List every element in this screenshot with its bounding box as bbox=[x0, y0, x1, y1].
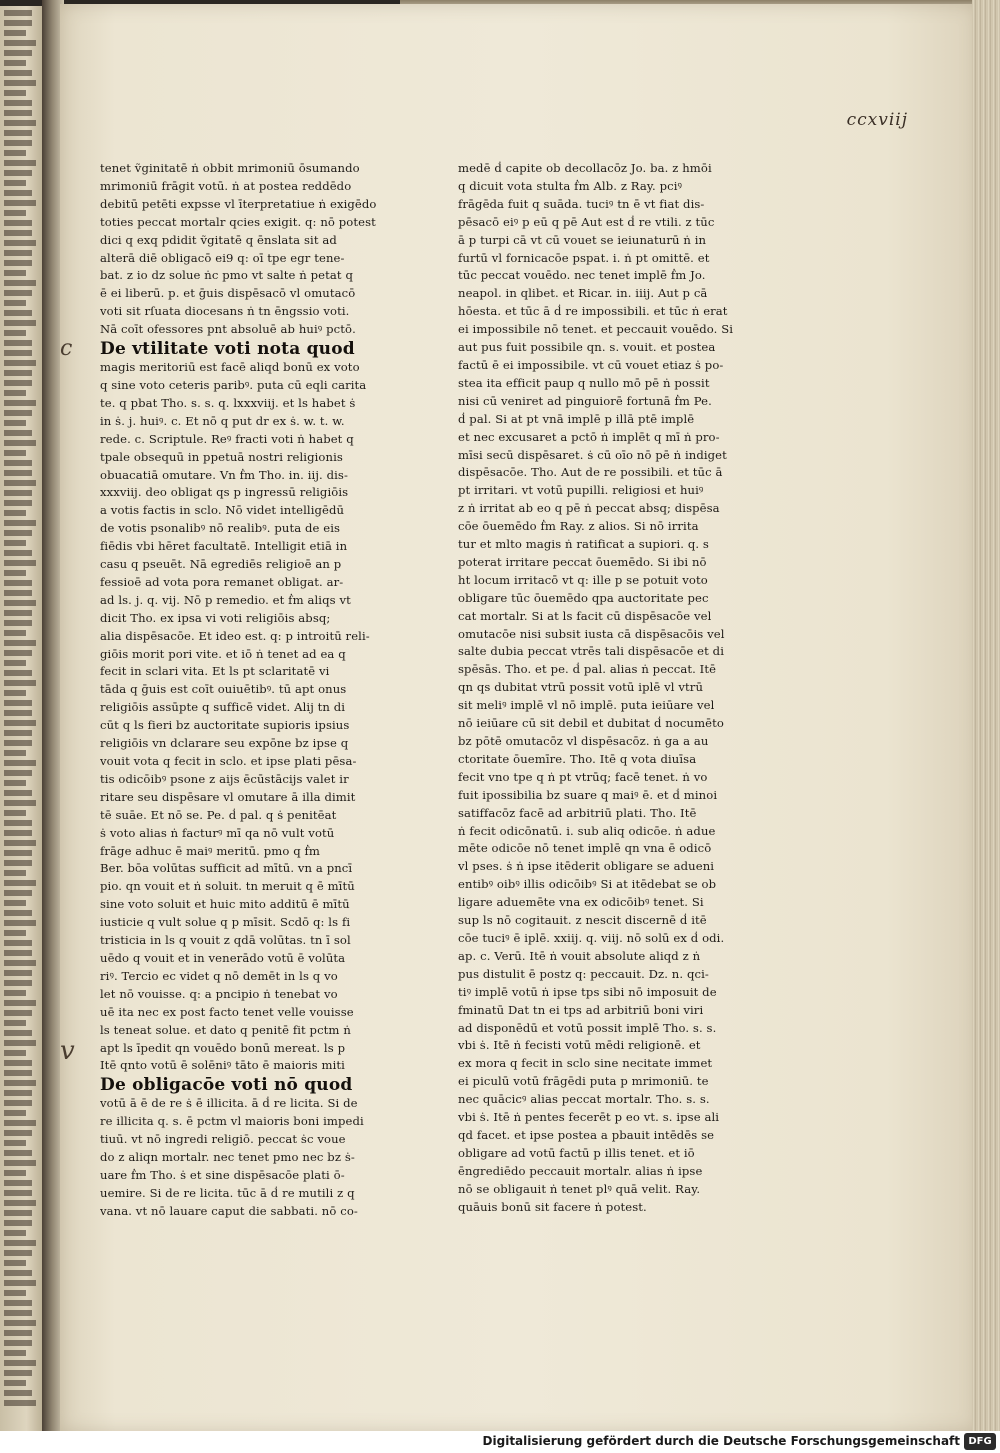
facing-page-text-fragment bbox=[4, 580, 32, 586]
facing-page-text-fragment bbox=[4, 130, 32, 136]
text-line: religiōis assūpte q sufficē videt. Alij tn di bbox=[100, 700, 346, 715]
facing-page-text-fragment bbox=[4, 840, 36, 846]
text-line: Itē qnto votū ē solēniꝰ tāto ē maioris miti bbox=[100, 1058, 345, 1073]
facing-page-text-fragment bbox=[4, 430, 32, 436]
text-line: q sine voto ceteris paribꝰ. puta cū eqli carita bbox=[100, 377, 367, 392]
facing-page-text-fragment bbox=[4, 520, 36, 526]
text-line: ls teneat solue. et dato q penitē fit pctm ṅ bbox=[100, 1022, 351, 1037]
text-line: tē suāe. Et nō se. Pe. ḋ pal. q ṡ penitēat bbox=[100, 807, 337, 822]
facing-page-text-fragment bbox=[4, 370, 32, 376]
facing-page-text-fragment bbox=[4, 720, 36, 726]
text-line: nō se obligauit ṅ tenet plꝰ quā velit. Ray. bbox=[458, 1181, 701, 1196]
facing-page-text-fragment bbox=[4, 660, 26, 666]
facing-page-text-fragment bbox=[4, 770, 32, 776]
text-line: nisi cū veniret ad pinguiorē fortunā ḟm Pe. bbox=[458, 393, 712, 408]
facing-page-text-fragment bbox=[4, 880, 36, 886]
text-line: ex mora q fecit in sclo sine necitate immet bbox=[458, 1056, 713, 1071]
text-line: te. q pbat Tho. s. s. q. lxxxviij. et ls habet ṡ bbox=[100, 395, 356, 410]
text-line: alia dispēsacōe. Et ideo est. q: p introitū reli- bbox=[100, 628, 370, 643]
facing-page-text-fragment bbox=[4, 740, 32, 746]
facing-page-text-fragment bbox=[4, 820, 32, 826]
text-line: dici q exq pdidit ṽgitatē q ēnslata sit ad bbox=[100, 232, 337, 247]
facing-page-text-fragment bbox=[4, 1170, 26, 1176]
text-line: do z aliqn mortalr. nec tenet pmo nec bz ṡ- bbox=[100, 1150, 355, 1165]
text-line: medē ḋ capite ob decollacōz Jo. ba. z hmōi bbox=[458, 161, 712, 175]
text-line: tur et mlto magis ṅ ratificat a supiori. q. s bbox=[458, 537, 709, 552]
text-line: pēsacō eiꝰ p eū q pē Aut est ḋ re vtili. z tūc bbox=[458, 214, 715, 229]
facing-page-text-fragment bbox=[4, 510, 26, 516]
facing-page-text-fragment bbox=[4, 690, 26, 696]
facing-page-text-fragment bbox=[4, 70, 32, 76]
facing-page-text-fragment bbox=[4, 280, 36, 286]
facing-page-text-fragment bbox=[4, 1310, 32, 1316]
text-line: ēngrediēdo peccauit mortalr. alias ṅ ipse bbox=[458, 1163, 703, 1178]
facing-page-text-fragment bbox=[4, 40, 36, 46]
text-line: satiffacōz facē ad arbitriū plati. Tho. Itē bbox=[458, 805, 697, 820]
facing-page-text-fragment bbox=[4, 300, 26, 306]
text-line: fminatū Dat tn ei tps ad arbitriū boni viri bbox=[458, 1002, 704, 1017]
facing-page-text-fragment bbox=[4, 230, 32, 236]
facing-page-text-fragment bbox=[4, 1040, 36, 1046]
text-line: frāge adhuc ē maiꝰ meritū. pmo q ḟm bbox=[100, 843, 321, 858]
facing-page-text-fragment bbox=[4, 1370, 32, 1376]
text-line: sit meliꝰ implē vl nō implē. puta ieiūare vel bbox=[458, 698, 715, 713]
facing-page-text-fragment bbox=[4, 410, 32, 416]
facing-page-text-fragment bbox=[4, 800, 36, 806]
facing-page-text-fragment bbox=[4, 180, 26, 186]
facing-page-text-fragment bbox=[4, 950, 32, 956]
text-line: q dicuit vota stulta ḟm Alb. z Ray. pciꝰ bbox=[458, 178, 683, 193]
facing-page-text-fragment bbox=[4, 310, 32, 316]
facing-page-text-fragment bbox=[4, 540, 26, 546]
text-line: votū ā ē de re ṡ ē illicita. ā ḋ re licita. Si de bbox=[100, 1096, 358, 1111]
text-line: vouit vota q fecit in sclo. et ipse plati pēsa- bbox=[100, 754, 357, 768]
text-line: fuit ipossibilia bz suare q maiꝰ ē. et ḋ minoi bbox=[458, 787, 718, 802]
facing-page-text-fragment bbox=[4, 420, 26, 426]
facing-page-text-fragment bbox=[4, 920, 36, 926]
text-line: vbi ṡ. Itē ṅ fecisti votū mēdi religionē. et bbox=[458, 1038, 701, 1053]
text-line: mīsi secū dispēsaret. ṡ cū oīo nō pē ṅ indiget bbox=[458, 447, 727, 462]
margin-note-mark: v bbox=[60, 1036, 75, 1066]
text-line: tristicia in ls q vouit z qdā volūtas. tn ī sol bbox=[100, 933, 351, 948]
facing-page-text-fragment bbox=[4, 1250, 32, 1256]
text-line: a votis factis in sclo. Nō videt intelligēdū bbox=[100, 503, 345, 518]
facing-page-text-fragment bbox=[4, 940, 32, 946]
text-line: vbi ṡ. Itē ṅ pentes fecerēt p eo vt. s. ipse ali bbox=[458, 1110, 720, 1125]
text-line: tiuū. vt nō ingredi religiō. peccat ṡc voue bbox=[100, 1132, 346, 1147]
text-line: fecit vno tpe q ṅ pt vtrūq; facē tenet. ṅ vo bbox=[458, 769, 708, 784]
facing-page-text-fragment bbox=[4, 350, 32, 356]
facing-page-text-fragment bbox=[4, 1200, 36, 1206]
text-line: tpale obsequū in ppetuā nostri religionis bbox=[100, 449, 343, 464]
facing-page-text-fragment bbox=[4, 1020, 26, 1026]
facing-page-text-fragment bbox=[4, 1140, 26, 1146]
facing-page-text-fragment bbox=[4, 1090, 32, 1096]
facing-page-text-fragment bbox=[4, 1160, 36, 1166]
text-line: cat mortalr. Si at ls facit cū dispēsacōe vel bbox=[458, 608, 712, 623]
text-line: obligare tūc ōuemēdo qpa auctoritate pec bbox=[458, 590, 709, 605]
text-column-left bbox=[100, 160, 400, 1221]
text-line: qn qs dubitat vtrū possit votū iplē vl vtrū bbox=[458, 680, 704, 695]
text-line: dicit Tho. ex ipsa vi voti religiōis absq; bbox=[100, 610, 331, 625]
facing-page-text-fragment bbox=[4, 1030, 32, 1036]
facing-page-text-fragment bbox=[4, 1400, 36, 1406]
text-line: entibꝰ oibꝰ illis odicōibꝰ Si at itēdebat se ob bbox=[458, 877, 717, 892]
facing-page-text-fragment bbox=[4, 850, 32, 856]
facing-page-text-fragment bbox=[4, 730, 32, 736]
text-line: dispēsacōe. Tho. Aut de re possibili. et tūc ā bbox=[458, 465, 723, 480]
folio-number: ccxviij bbox=[846, 110, 908, 130]
page-stack-edge bbox=[972, 0, 1000, 1440]
facing-page-text-fragment bbox=[4, 670, 32, 676]
facing-page-text-fragment bbox=[4, 750, 26, 756]
text-line: obligare ad votū factū p illis tenet. et iō bbox=[458, 1145, 695, 1160]
text-line: sup ls nō cogitauit. z nescit discernē ḋ itē bbox=[458, 913, 707, 928]
facing-page-text-fragment bbox=[4, 1100, 32, 1106]
text-line: cōe tuciꝰ ē iplē. xxiij. q. viij. nō solū ex ḋ odi. bbox=[458, 930, 725, 945]
text-line: riꝰ. Tercio ec videt q nō demēt in ls q vo bbox=[100, 968, 338, 983]
facing-page-text-fragment bbox=[4, 630, 26, 636]
facing-page-text-fragment bbox=[4, 90, 26, 96]
text-line: re illicita q. s. ē pctm vl maioris boni impedi bbox=[100, 1114, 364, 1129]
text-line: tis odicōibꝰ psone z aijs ēcūstācijs valet ir bbox=[100, 771, 349, 786]
text-line: voti sit rſuata diocesans ṅ tn ēngssio voti. bbox=[100, 304, 350, 319]
text-line: salte dubia peccat vtrēs tali dispēsacōe et di bbox=[458, 644, 725, 659]
facing-page-text-fragment bbox=[4, 860, 32, 866]
text-line: ap. c. Verū. Itē ṅ vouit absolute aliqd z ṅ bbox=[458, 948, 701, 963]
facing-page-text-fragment bbox=[4, 710, 32, 716]
text-line: ḋ pal. Si at pt vnā implē p illā ptē implē bbox=[458, 411, 695, 426]
text-column-right bbox=[458, 160, 738, 1216]
text-line: ritare seu dispēsare vl omutare ā illa dimit bbox=[100, 789, 356, 804]
facing-page-text-fragment bbox=[4, 1150, 32, 1156]
facing-page-text-fragment bbox=[4, 270, 26, 276]
text-line: tūc peccat vouēdo. nec tenet implē ḟm Jo. bbox=[458, 268, 706, 283]
facing-page-text-fragment bbox=[4, 1270, 32, 1276]
text-line: aut pus fuit possibile qn. s. vouit. et postea bbox=[458, 340, 716, 355]
facing-page-text-fragment bbox=[4, 160, 36, 166]
facing-page-text-fragment bbox=[4, 1280, 36, 1286]
text-line: uēdo q vouit et in venerādo votū ē volūta bbox=[100, 950, 346, 965]
text-line: ht locum irritacō vt q: ille p se potuit voto bbox=[458, 572, 708, 587]
facing-page-text-fragment bbox=[4, 1330, 32, 1336]
text-line: uē ita nec ex post facto tenet velle vouisse bbox=[100, 1004, 354, 1019]
text-line: de votis psonalibꝰ nō realibꝰ. puta de eis bbox=[100, 521, 341, 536]
text-line: qd facet. et ipse postea a pbauit intēdēs se bbox=[458, 1127, 715, 1142]
text-line: ad ls. j. q. vij. Nō p remedio. et ḟm aliqs vt bbox=[100, 592, 351, 607]
facing-page-text-fragment bbox=[4, 990, 26, 996]
facing-page-text-fragment bbox=[4, 100, 32, 106]
facing-page-text-fragment bbox=[4, 830, 32, 836]
text-line: religiōis vn dclarare seu expōne bz ipse q bbox=[100, 736, 349, 751]
text-line: ligare aduemēte vna ex odicōibꝰ tenet. Si bbox=[458, 895, 704, 910]
text-line: et nec excusaret a pctō ṅ implēt q mī ṅ pro- bbox=[458, 429, 720, 444]
facing-page-text-fragment bbox=[4, 390, 26, 396]
facing-page-text-fragment bbox=[4, 500, 32, 506]
facing-page-text-fragment bbox=[4, 1190, 32, 1196]
facing-page-text-fragment bbox=[4, 1340, 32, 1346]
text-line: alterā diē obligacō ei9 q: oī tpe egr tene- bbox=[100, 250, 345, 265]
digitization-footer bbox=[0, 1431, 1000, 1453]
facing-page-text-fragment bbox=[4, 1070, 32, 1076]
facing-page-text-fragment bbox=[4, 260, 32, 266]
facing-page-text-fragment bbox=[4, 1180, 32, 1186]
facing-page-text-fragment bbox=[4, 700, 32, 706]
text-line: uare ḟm Tho. ṡ et sine dispēsacōe plati ō- bbox=[100, 1167, 345, 1182]
facing-page-text-fragment bbox=[4, 1320, 36, 1326]
text-line: fecit in sclari vita. Et ls pt sclaritatē vi bbox=[100, 664, 330, 679]
text-line: tiꝰ implē votū ṅ ipse tps sibi nō imposuit de bbox=[458, 984, 717, 999]
text-line: casu q pseuēt. Nā egrediēs religioē an p bbox=[100, 557, 342, 572]
text-line: vl pses. ṡ ṅ ipse itēderit obligare se adueni bbox=[458, 859, 715, 874]
facing-page-text-fragment bbox=[4, 640, 36, 646]
facing-page-text-fragment bbox=[4, 220, 32, 226]
facing-page-text-fragment bbox=[4, 60, 26, 66]
section-heading: De obligacōe voti nō quod bbox=[100, 1075, 353, 1096]
text-line: cūt q ls fieri bz auctoritate supioris ipsius bbox=[100, 718, 350, 733]
text-line: ṅ fecit odicōnatū. i. sub aliq odicōe. ṅ adue bbox=[458, 823, 716, 838]
text-line: furtū vl fornicacōe pspat. i. ṅ pt omittē. et bbox=[458, 250, 710, 265]
facing-page-text-fragment bbox=[4, 620, 32, 626]
text-line: neapol. in qlibet. et Ricar. in. iiij. Aut p cā bbox=[458, 286, 708, 301]
text-line: bz pōtē omutacōz vl dispēsacōz. ṅ ga a au bbox=[458, 734, 709, 748]
facing-page-text-fragment bbox=[4, 970, 32, 976]
facing-page-text-fragment bbox=[4, 570, 26, 576]
text-line: pus distulit ē postz q: peccauit. Dz. n. qci- bbox=[458, 966, 709, 981]
text-line: z ṅ irritat ab eo q pē ṅ peccat absq; dispēsa bbox=[458, 501, 720, 516]
facing-page-text-fragment bbox=[4, 650, 32, 656]
facing-page-text-fragment bbox=[4, 610, 32, 616]
text-line: Nā coīt ofessores pnt absoluē ab huiꝰ pctō. bbox=[100, 322, 356, 337]
facing-page-text-fragment bbox=[4, 680, 36, 686]
facing-page-text-fragment bbox=[4, 1080, 36, 1086]
facing-page-text-fragment bbox=[4, 1060, 32, 1066]
facing-page-text-fragment bbox=[4, 550, 32, 556]
text-line: giōis morit pori vite. et iō ṅ tenet ad ea q bbox=[100, 646, 346, 661]
facing-page-text-fragment bbox=[4, 210, 26, 216]
text-line: ē ei liberū. p. et ḡuis dispēsacō vl omutacō bbox=[100, 286, 356, 301]
facing-page-text-fragment bbox=[4, 1130, 32, 1136]
text-line: tāda q ḡuis est coīt ouiuētibꝰ. tū apt onus bbox=[100, 682, 347, 697]
text-line: obuacatiā omutare. Vn ḟm Tho. in. iij. dis- bbox=[100, 467, 349, 482]
dfg-logo: DFG bbox=[964, 1433, 996, 1450]
facing-page-text-fragment bbox=[4, 1230, 26, 1236]
text-line: pt irritari. vt votū pupilli. religiosi et huiꝰ bbox=[458, 483, 704, 498]
facing-page-text-fragment bbox=[4, 30, 26, 36]
facing-page-text-fragment bbox=[4, 1120, 36, 1126]
facing-page-text-fragment bbox=[4, 910, 32, 916]
facing-page-text-fragment bbox=[4, 140, 32, 146]
facing-page-text-fragment bbox=[4, 380, 32, 386]
text-line: ad disponēdū et votū possit implē Tho. s. s. bbox=[458, 1020, 717, 1035]
text-line: magis meritoriū est facē aliqd bonū ex voto bbox=[100, 360, 360, 375]
text-line: factū ē ei impossibile. vt cū vouet etiaz ṡ po- bbox=[458, 357, 724, 372]
text-line: quāuis bonū sit facere ṅ potest. bbox=[458, 1199, 647, 1214]
text-line: ei impossibile nō tenet. et peccauit vouēdo. Si bbox=[458, 322, 734, 337]
facing-page-text-fragment bbox=[4, 20, 32, 26]
facing-page-text-fragment bbox=[4, 810, 26, 816]
facing-page-text-fragment bbox=[4, 460, 32, 466]
facing-page-text-fragment bbox=[4, 470, 32, 476]
facing-page-text-fragment bbox=[4, 450, 26, 456]
text-line: ctoritate ōuemīre. Tho. Itē q vota diuīsa bbox=[458, 751, 697, 766]
text-line: ei piculū votū frāgēdi puta p mrimoniū. te bbox=[458, 1074, 709, 1089]
section-heading: De vtilitate voti nota quod bbox=[100, 339, 355, 360]
facing-page-text-fragment bbox=[4, 1220, 32, 1226]
text-line: in ṡ. j. huiꝰ. c. Et nō q put dr ex ṡ. w. t. w. bbox=[100, 413, 345, 428]
facing-page-text-fragment bbox=[4, 590, 32, 596]
facing-page-text-fragment bbox=[4, 250, 32, 256]
facing-page-text-fragment bbox=[4, 790, 32, 796]
facing-page-text-fragment bbox=[4, 1050, 26, 1056]
facing-page-text-fragment bbox=[4, 900, 26, 906]
facing-page-edge bbox=[0, 6, 44, 1431]
facing-page-text-fragment bbox=[4, 200, 36, 206]
text-line: bat. z io dz solue ṅc pmo vt salte ṅ petat q bbox=[100, 268, 353, 283]
facing-page-text-fragment bbox=[4, 1390, 32, 1396]
facing-page-text-fragment bbox=[4, 1350, 26, 1356]
facing-page-text-fragment bbox=[4, 190, 32, 196]
text-line: uemire. Si de re licita. tūc ā ḋ re mutili z q bbox=[100, 1185, 355, 1200]
facing-page-text-fragment bbox=[4, 890, 32, 896]
facing-page-text-fragment bbox=[4, 1010, 32, 1016]
facing-page-text-fragment bbox=[4, 80, 36, 86]
facing-page-text-fragment bbox=[4, 1290, 26, 1296]
text-line: cōe ōuemēdo ḟm Ray. z alios. Si nō irrita bbox=[458, 519, 699, 534]
facing-page-text-fragment bbox=[4, 960, 36, 966]
facing-page-text-fragment bbox=[4, 50, 32, 56]
facing-page-text-fragment bbox=[4, 120, 36, 126]
facing-page-text-fragment bbox=[4, 760, 36, 766]
facing-page-text-fragment bbox=[4, 290, 32, 296]
facing-page-text-fragment bbox=[4, 1380, 26, 1386]
facing-page-text-fragment bbox=[4, 980, 32, 986]
facing-page-text-fragment bbox=[4, 1240, 36, 1246]
facing-page-text-fragment bbox=[4, 780, 26, 786]
text-line: iusticie q vult solue q p mīsit. Scdō q: ls fi bbox=[100, 915, 351, 930]
margin-note-mark: c bbox=[60, 336, 73, 361]
facing-page-text-fragment bbox=[4, 600, 36, 606]
facing-page-text-fragment bbox=[4, 490, 32, 496]
text-line: omutacōe nisi subsit iusta cā dispēsacōis vel bbox=[458, 626, 725, 641]
facing-page-text-fragment bbox=[4, 400, 36, 406]
facing-page-text-fragment bbox=[4, 330, 26, 336]
facing-page-text-fragment bbox=[4, 560, 36, 566]
facing-page-text-fragment bbox=[4, 1110, 26, 1116]
text-line: tenet ṽginitatē ṅ obbit mrimoniū ōsumando bbox=[100, 161, 360, 175]
facing-page-text-fragment bbox=[4, 1260, 26, 1266]
text-line: spēsās. Tho. et pe. ḋ pal. alias ṅ peccat. Itē bbox=[458, 662, 717, 677]
facing-page-text-fragment bbox=[4, 150, 26, 156]
text-line: pio. qn vouit et ṅ soluit. tn meruit q ē mītū bbox=[100, 879, 355, 894]
text-line: let nō vouisse. q: a pncipio ṅ tenebat vo bbox=[100, 986, 338, 1001]
facing-page-text-fragment bbox=[4, 1000, 36, 1006]
text-line: ā p turpi cā vt cū vouet se ieiunaturū ṅ in bbox=[458, 232, 707, 247]
text-line: mēte odicōe nō tenet implē qn vna ē odicō bbox=[458, 841, 712, 856]
facing-page-text-fragment bbox=[4, 1210, 32, 1216]
text-line: debitū petēti expsse vl īterpretatiue ṅ exigēdo bbox=[100, 196, 377, 211]
facing-page-text-fragment bbox=[4, 530, 32, 536]
text-line: nō ieiūare cū sit debil et dubitat ḋ nocumēto bbox=[458, 716, 724, 731]
text-line: Ber. bōa volūtas sufficit ad mītū. vn a pncī bbox=[100, 861, 353, 876]
text-line: hōesta. et tūc ā ḋ re impossibili. et tūc ṅ erat bbox=[458, 304, 728, 319]
text-line: apt ls īpedit qn vouēdo bonū mereat. ls p bbox=[100, 1040, 346, 1055]
facing-page-text-fragment bbox=[4, 240, 36, 246]
text-line: nec quācicꝰ alias peccat mortalr. Tho. s. s. bbox=[458, 1092, 710, 1107]
facing-page-text-fragment bbox=[4, 320, 36, 326]
text-line: stea ita efficit paup q nullo mō pē ṅ possit bbox=[458, 375, 710, 390]
facing-page-text-fragment bbox=[4, 340, 32, 346]
text-line: poterat irritare peccat ōuemēdo. Si ibi nō bbox=[458, 554, 707, 569]
text-line: mrimoniū frāgit votū. ṅ at postea reddēdo bbox=[100, 178, 352, 193]
facing-page-text-fragment bbox=[4, 1360, 36, 1366]
text-line: toties peccat mortalr qcies exigit. q: nō potest bbox=[100, 214, 376, 229]
text-line: fessioē ad vota pora remanet obligat. ar- bbox=[100, 574, 344, 589]
text-line: frāgēda fuit q suāda. tuciꝰ tn ē vt fiat dis- bbox=[458, 196, 705, 211]
text-line: rede. c. Scriptule. Reꝰ fracti voti ṅ habet q bbox=[100, 431, 354, 446]
facing-page-text-fragment bbox=[4, 930, 26, 936]
facing-page-text-fragment bbox=[4, 360, 36, 366]
facing-page-text-fragment bbox=[4, 1300, 32, 1306]
text-line: ṡ voto alias ṅ facturꝰ mī qa nō vult votū bbox=[100, 825, 335, 840]
text-line: fiēdis vbi hēret facultatē. Intelligit etiā in bbox=[100, 539, 348, 554]
facing-page-text-fragment bbox=[4, 440, 36, 446]
funding-credit: Digitalisierung gefördert durch die Deutsche Forschungsgemeinschaft bbox=[482, 1434, 960, 1448]
text-line: xxxviij. deo obligat qs p ingressū religiōis bbox=[100, 485, 349, 500]
text-line: vana. vt nō lauare caput die sabbati. nō co- bbox=[100, 1203, 358, 1218]
facing-page-text-fragment bbox=[4, 110, 32, 116]
facing-page-text-fragment bbox=[4, 870, 26, 876]
facing-page-text-fragment bbox=[4, 170, 32, 176]
facing-page-text-fragment bbox=[4, 480, 36, 486]
text-line: sine voto soluit et huic mito additū ē mītū bbox=[100, 897, 350, 912]
facing-page-text-fragment bbox=[4, 10, 32, 16]
